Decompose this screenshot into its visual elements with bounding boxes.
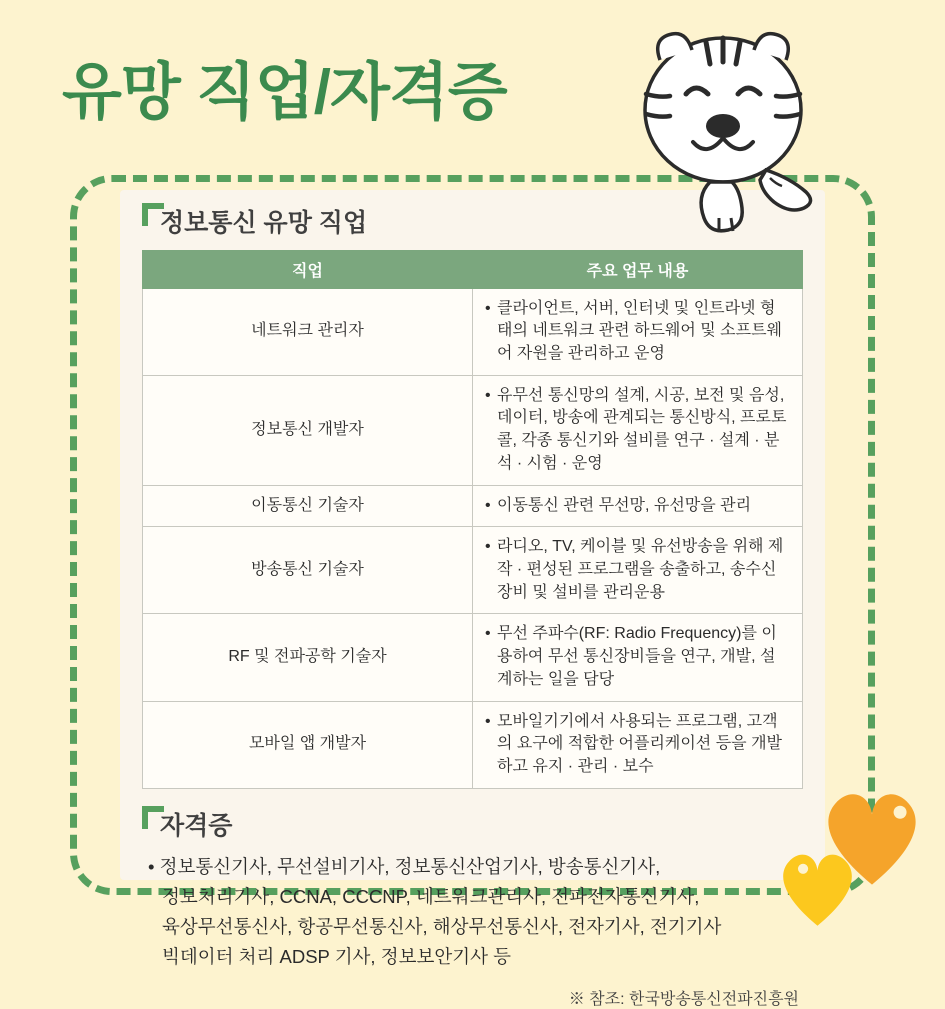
table-row bbox=[143, 375, 803, 485]
job-desc-cell bbox=[473, 614, 803, 701]
table-row bbox=[143, 527, 803, 614]
bullet-icon: • bbox=[485, 299, 491, 317]
job-name-cell: 모바일 앱 개발자 bbox=[143, 701, 473, 788]
bullet-icon: • bbox=[485, 386, 491, 404]
bullet-icon: • bbox=[485, 625, 491, 643]
table-row bbox=[143, 288, 803, 375]
job-desc-text: 모바일기기에서 사용되는 프로그램, 고객의 요구에 적합한 어플리케이션 등을 개발하고 유지 · 관리 · 보수 bbox=[497, 712, 782, 776]
cert-line: 빅데이터 처리 ADSP 기사, 정보보안기사 등 bbox=[162, 946, 511, 968]
job-desc-cell bbox=[473, 701, 803, 788]
content-card bbox=[120, 190, 825, 1009]
job-name-cell: 이동통신 기술자 bbox=[143, 485, 473, 527]
job-name-cell: RF 및 전파공학 기술자 bbox=[143, 614, 473, 701]
table-row bbox=[143, 485, 803, 527]
job-section-heading-text: 정보통신 유망 직업 bbox=[160, 209, 368, 237]
job-name-cell: 정보통신 개발자 bbox=[143, 375, 473, 485]
job-name-cell: 네트워크 관리자 bbox=[143, 288, 473, 375]
job-desc-text: 무선 주파수(RF: Radio Frequency)를 이용하여 무선 통신장비들을 연구, 개발, 설계하는 일을 담당 bbox=[497, 625, 777, 688]
tiger-mascot-icon bbox=[618, 22, 828, 242]
cert-section-heading bbox=[142, 813, 803, 841]
table-row bbox=[143, 701, 803, 788]
cert-line: 정보처리기사, CCNA, CCCNP, 네트워크관리사, 전파전자통신기사, bbox=[162, 886, 700, 908]
bullet-icon: • bbox=[485, 496, 491, 514]
jobs-table bbox=[142, 250, 803, 789]
job-desc-text: 라디오, TV, 케이블 및 유선방송을 위해 제작 · 편성된 프로그램을 송출하고, 송수신 장비 및 설비를 관리운용 bbox=[497, 538, 784, 601]
table-header-desc: 주요 업무 내용 bbox=[473, 250, 803, 288]
cert-section bbox=[142, 813, 803, 1009]
job-desc-cell bbox=[473, 375, 803, 485]
bullet-icon: • bbox=[485, 538, 491, 556]
heart-yellow-icon bbox=[775, 845, 860, 935]
job-desc-text: 클라이언트, 서버, 인터넷 및 인트라넷 형태의 네트워크 관련 하드웨어 및 소프트웨어 자원을 관리하고 운영 bbox=[497, 299, 782, 362]
job-desc-text: 이동통신 관련 무선망, 유선망을 관리 bbox=[497, 496, 752, 514]
job-desc-text: 유무선 통신망의 설계, 시공, 보전 및 음성, 데이터, 방송에 관계되는 통신방식, 프로토콜, 각종 통신기와 설비를 연구 · 설계 · 분석 · 시험 · 운영 bbox=[497, 386, 787, 472]
corner-bracket-icon bbox=[142, 806, 164, 829]
corner-bracket-icon bbox=[142, 203, 164, 226]
cert-section-heading-text: 자격증 bbox=[160, 811, 233, 840]
cert-line: • 정보통신기사, 무선설비기사, 정보통신산업기사, 방송통신기사, bbox=[148, 852, 803, 882]
table-header-row bbox=[143, 250, 803, 288]
job-desc-cell bbox=[473, 527, 803, 614]
bullet-icon: • bbox=[485, 712, 491, 730]
job-desc-cell bbox=[473, 485, 803, 527]
cert-list bbox=[142, 852, 803, 972]
table-row bbox=[143, 614, 803, 701]
table-header-job: 직업 bbox=[143, 250, 473, 288]
page-title: 유망 직업/자격증 bbox=[62, 58, 507, 127]
source-note: ※ 참조: 한국방송통신전파진흥원 bbox=[568, 991, 799, 1009]
job-name-cell: 방송통신 기술자 bbox=[143, 527, 473, 614]
cert-line: 육상무선통신사, 항공무선통신사, 해상무선통신사, 전자기사, 전기기사 bbox=[162, 916, 722, 938]
job-desc-cell bbox=[473, 288, 803, 375]
